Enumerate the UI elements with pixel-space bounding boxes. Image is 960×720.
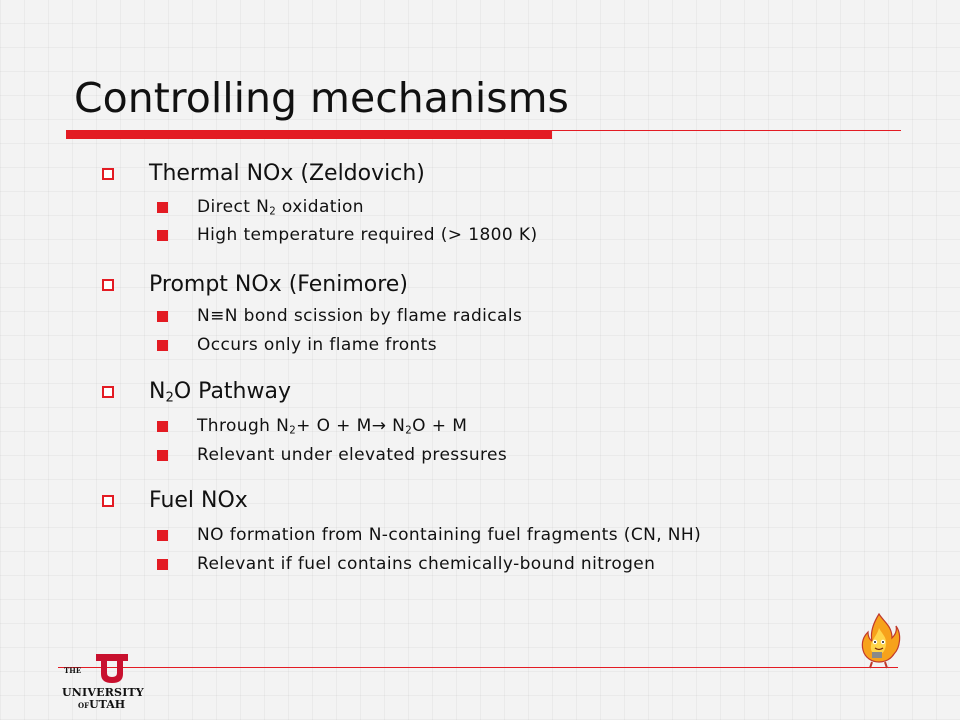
bullet-text: Occurs only in flame fronts <box>197 335 438 355</box>
hollow-square-bullet-icon <box>102 279 114 291</box>
section-heading-text: Fuel NOx <box>149 488 248 513</box>
logo-the-text: THE <box>64 666 82 675</box>
filled-square-bullet-icon <box>157 421 168 432</box>
hollow-square-bullet-icon <box>102 386 114 398</box>
filled-square-bullet-icon <box>157 202 168 213</box>
bullet-text: Relevant under elevated pressures <box>197 445 508 465</box>
filled-square-bullet-icon <box>157 559 168 570</box>
bullet-text: Direct $N_2$ oxidation <box>197 197 364 218</box>
title-underline-bar <box>66 130 552 139</box>
bullet-text: High temperature required (> 1800 K) <box>197 225 538 245</box>
bullet-text: Through $N_2+ O + M\to N_2O + M$ <box>197 416 468 437</box>
filled-square-bullet-icon <box>157 230 168 241</box>
bullet-text: N≡N bond scission by flame radicals <box>197 306 523 326</box>
bullet-text: NO formation from N-containing fuel fragments (CN, NH) <box>197 525 702 545</box>
filled-square-bullet-icon <box>157 340 168 351</box>
section-heading-text: $N_2O$ Pathway <box>149 379 291 406</box>
filled-square-bullet-icon <box>157 530 168 541</box>
section-heading-text: Prompt NOx (Fenimore) <box>149 272 408 297</box>
flame-mascot-icon <box>856 612 902 670</box>
university-logo <box>60 652 148 712</box>
hollow-square-bullet-icon <box>102 168 114 180</box>
hollow-square-bullet-icon <box>102 495 114 507</box>
slide-title: Controlling mechanisms <box>74 74 569 122</box>
filled-square-bullet-icon <box>157 311 168 322</box>
footer-rule <box>58 667 898 668</box>
logo-university-text: UNIVERSITY <box>62 686 144 699</box>
section-heading-text: Thermal NOx (Zeldovich) <box>149 161 425 186</box>
filled-square-bullet-icon <box>157 450 168 461</box>
bullet-text: Relevant if fuel contains chemically-bound nitrogen <box>197 554 656 574</box>
logo-utah-text: OFUTAH <box>78 698 126 711</box>
title-underline-rule <box>552 130 901 131</box>
